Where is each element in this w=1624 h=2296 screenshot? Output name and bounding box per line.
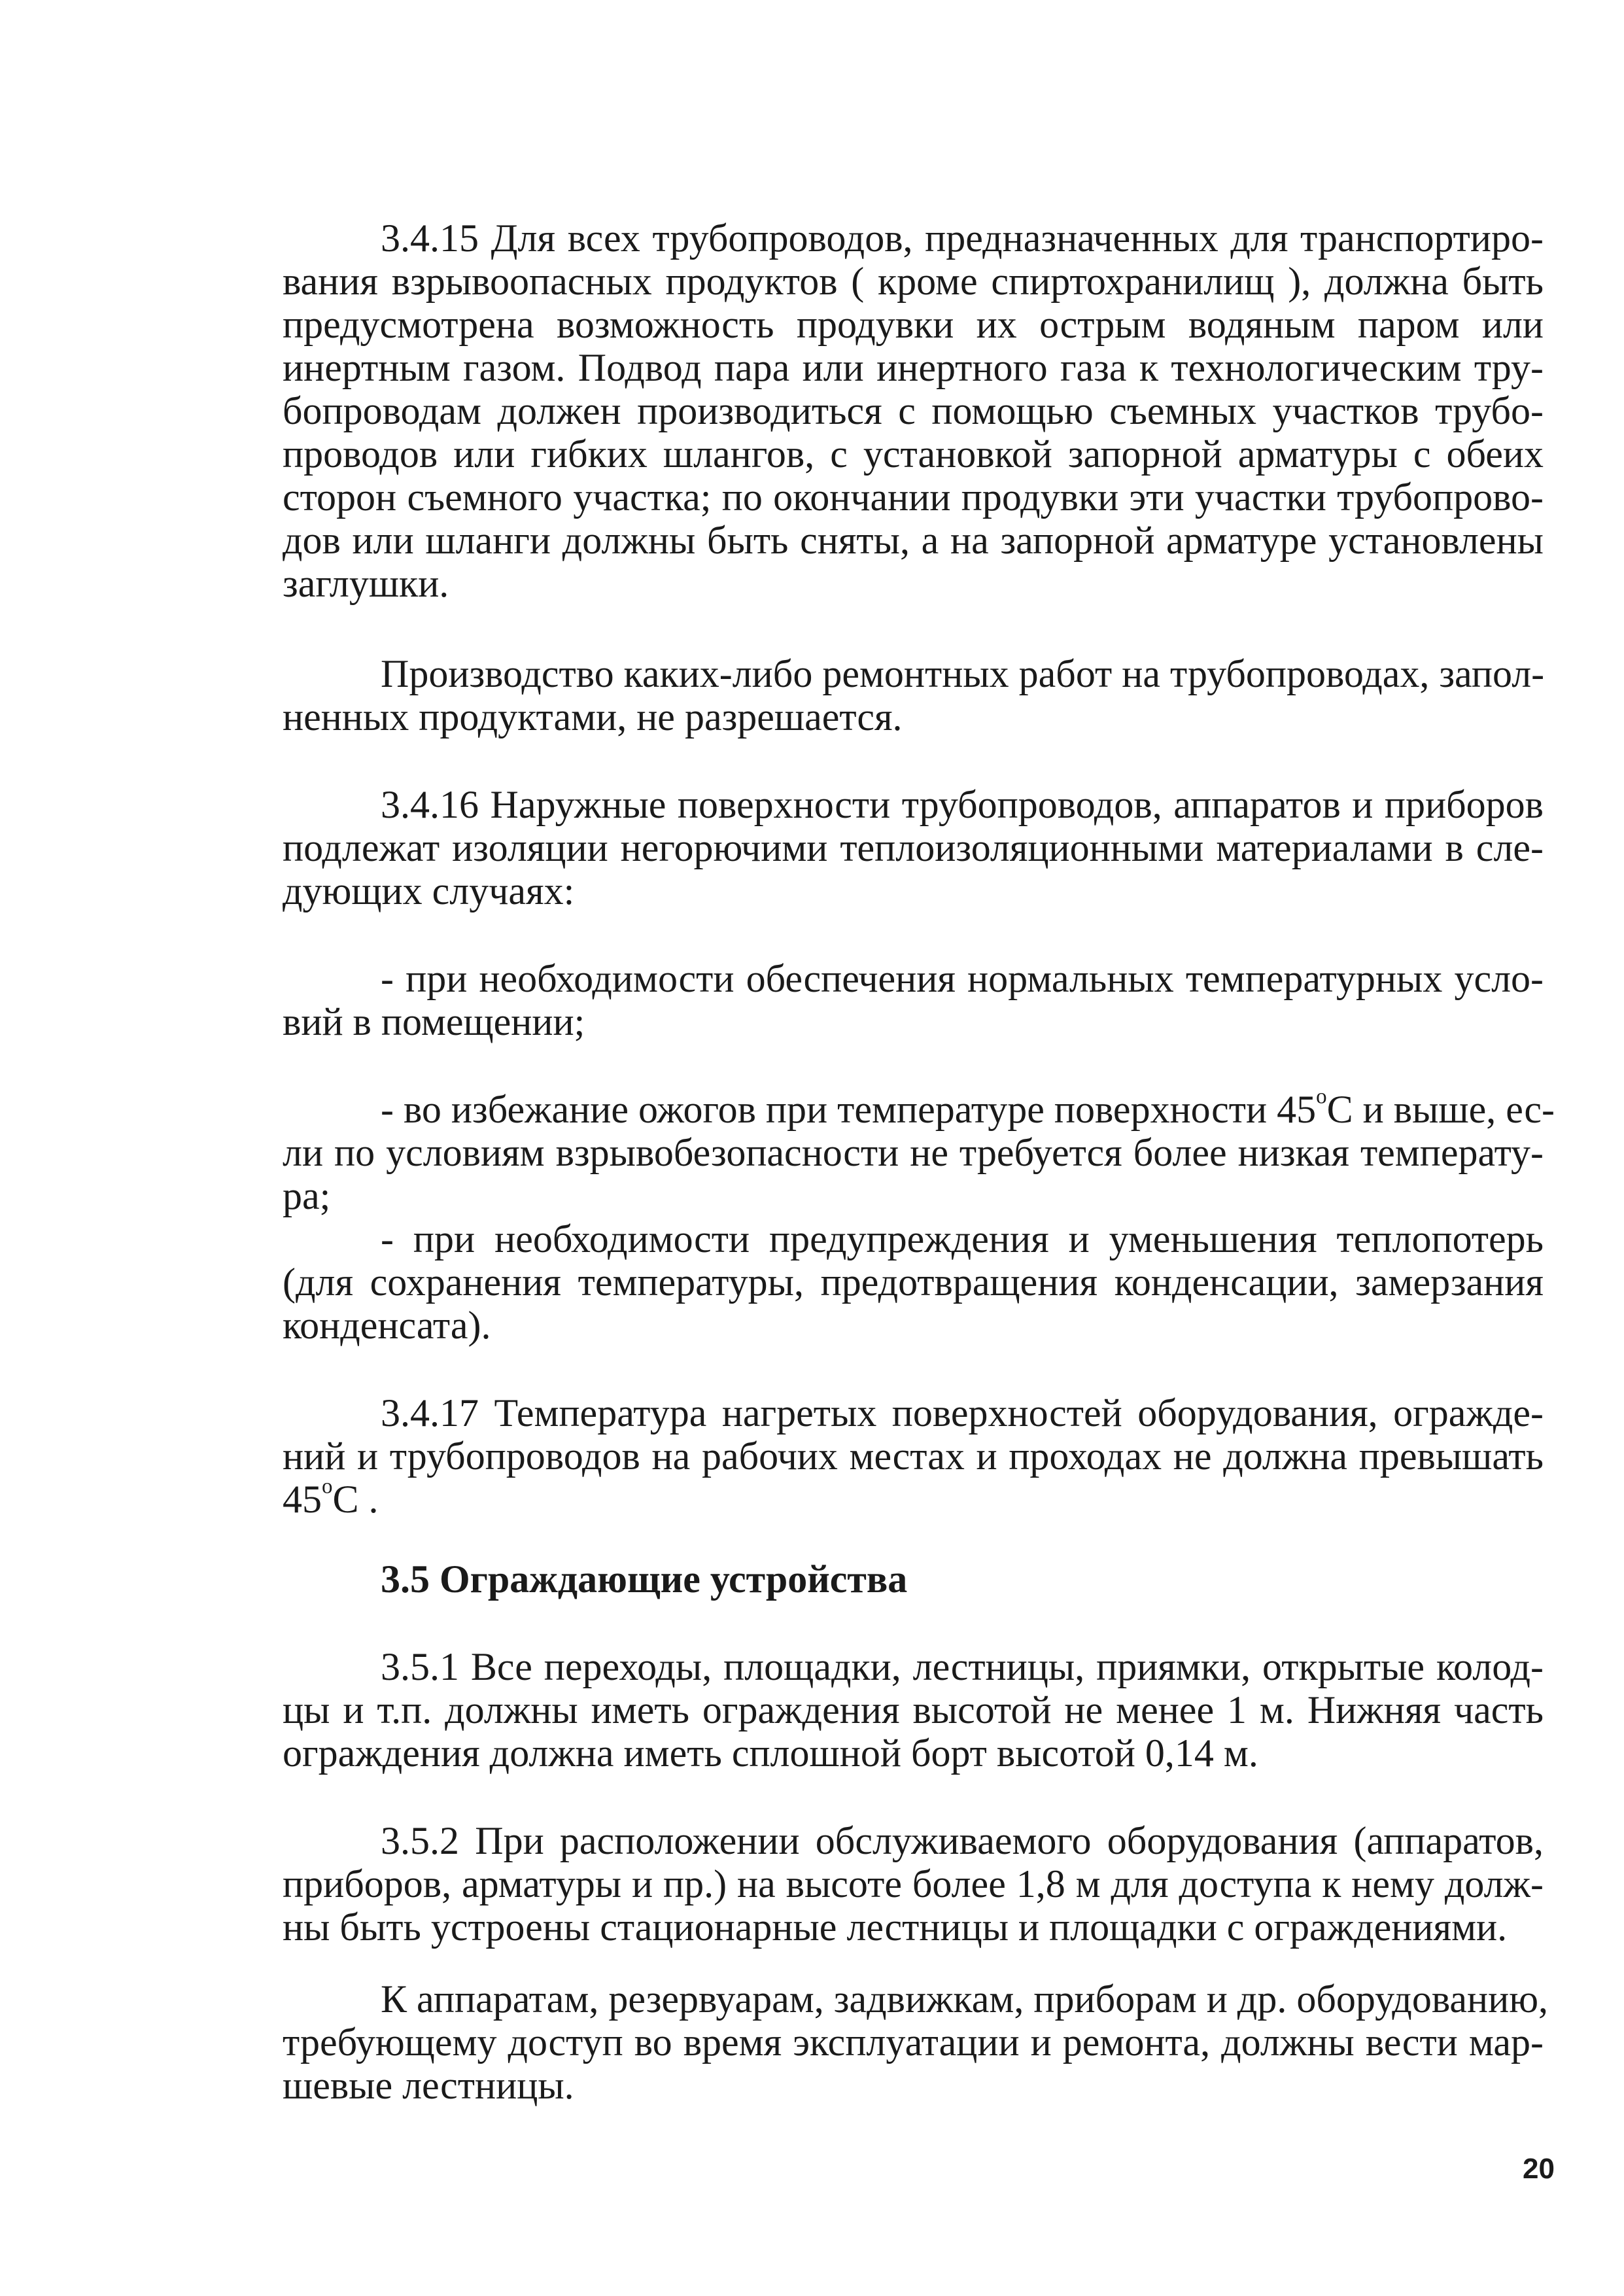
text-line: инертным газом. Подвод пара или инертного газа к технологическим тру- bbox=[283, 346, 1544, 389]
text-line: 3.4.16 Наружные поверхности трубопроводов, аппаратов и приборов bbox=[381, 783, 1544, 826]
text-line: 45$^o$С . bbox=[283, 1474, 379, 1521]
text-line: - при необходимости предупреждения и уменьшения теплопотерь bbox=[381, 1217, 1544, 1261]
text-line: цы и т.п. должны иметь ограждения высотой не менее 1 м. Нижняя часть bbox=[283, 1688, 1544, 1731]
text-line: подлежат изоляции негорючими теплоизоляционными материалами в сле- bbox=[283, 826, 1544, 869]
text-line: заглушки. bbox=[283, 562, 449, 605]
text-line: бопроводам должен производиться с помощью съемных участков трубо- bbox=[283, 389, 1544, 432]
text-line: приборов, арматуры и пр.) на высоте более 1,8 м для доступа к нему долж- bbox=[283, 1862, 1544, 1905]
text-line: требующему доступ во время эксплуатации и ремонта, должны вести мар- bbox=[283, 2021, 1544, 2064]
text-line: предусмотрена возможность продувки их острым водяным паром или bbox=[283, 303, 1544, 346]
text-line: дующих случаях: bbox=[283, 869, 575, 913]
text-line: Производство каких-либо ремонтных работ на трубопроводах, запол- bbox=[381, 652, 1545, 695]
text-line: дов или шланги должны быть сняты, а на запорной арматуре установлены bbox=[283, 519, 1544, 562]
text-line: ли по условиям взрывобезопасности не требуется более низкая температу- bbox=[283, 1131, 1544, 1174]
text-line: конденсата). bbox=[283, 1304, 491, 1347]
text-line: (для сохранения температуры, предотвращения конденсации, замерзания bbox=[283, 1261, 1544, 1304]
text-line: ограждения должна иметь сплошной борт высотой 0,14 м. bbox=[283, 1731, 1258, 1775]
text-line: К аппаратам, резервуарам, задвижкам, приборам и др. оборудованию, bbox=[381, 1977, 1549, 2021]
text-line: ненных продуктами, не разрешается. bbox=[283, 695, 903, 739]
text-line: шевые лестницы. bbox=[283, 2064, 574, 2107]
text-line: - во избежание ожогов при температуре поверхности 45$^o$С и выше, ес- bbox=[381, 1085, 1555, 1131]
text-line: ний и трубопроводов на рабочих местах и проходах не должна превышать bbox=[283, 1435, 1544, 1478]
text-line: вания взрывоопасных продуктов ( кроме спиртохранилищ ), должна быть bbox=[283, 260, 1544, 303]
page-number: 20 bbox=[1523, 2153, 1555, 2185]
text-line: 3.4.15 Для всех трубопроводов, предназначенных для транспортиро- bbox=[381, 217, 1544, 260]
text-line: 3.5.1 Все переходы, площадки, лестницы, приямки, открытые колод- bbox=[381, 1645, 1544, 1688]
text-line: ра; bbox=[283, 1174, 331, 1217]
text-line: 3.5.2 При расположении обслуживаемого оборудования (аппаратов, bbox=[381, 1819, 1544, 1862]
text-line: проводов или гибких шлангов, с установкой запорной арматуры с обеих bbox=[283, 432, 1544, 476]
section-heading: 3.5 Ограждающие устройства bbox=[381, 1557, 908, 1601]
text-line: вий в помещении; bbox=[283, 1000, 585, 1043]
text-line: 3.4.17 Температура нагретых поверхностей оборудования, огражде- bbox=[381, 1391, 1544, 1435]
text-line: ны быть устроены стационарные лестницы и площадки с ограждениями. bbox=[283, 1905, 1508, 1949]
text-line: сторон съемного участка; по окончании продувки эти участки трубопрово- bbox=[283, 476, 1544, 519]
text-line: - при необходимости обеспечения нормальных температурных усло- bbox=[381, 957, 1544, 1000]
